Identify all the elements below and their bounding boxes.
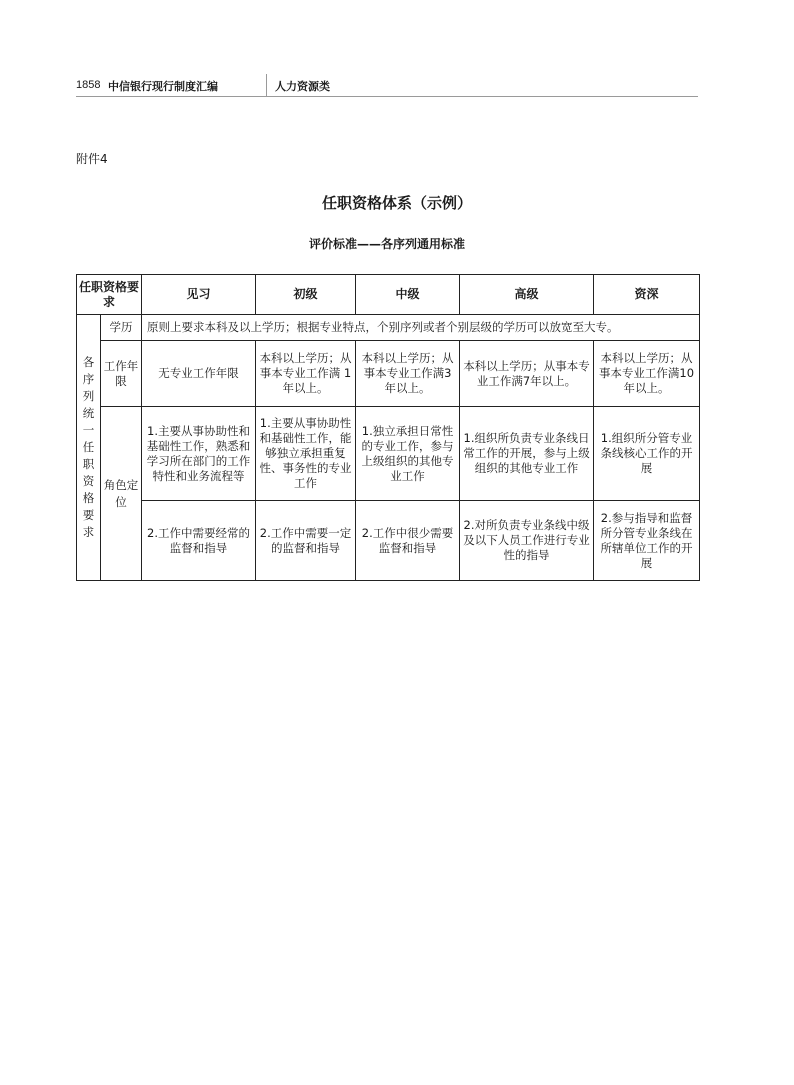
header-divider [266, 74, 267, 96]
education-text: 原则上要求本科及以上学历；根据专业特点，个别序列或者个别层级的学历可以放宽至大专。 [142, 315, 700, 341]
role-row-2 [77, 501, 700, 581]
role1-trainee: 1.主要从事协助性和基础性工作，熟悉和学习所在部门的工作特性和业务流程等 [142, 407, 256, 501]
role1-senior: 1.组织所负责专业条线日常工作的开展，参与上级组织的其他专业工作 [460, 407, 594, 501]
document-title: 任职资格体系（示例） [321, 194, 472, 212]
experience-intermediate: 本科以上学历；从事本专业工作满3年以上。 [356, 341, 460, 407]
experience-trainee: 无专业工作年限 [142, 341, 256, 407]
role2-junior: 2.工作中需要一定的监督和指导 [256, 501, 356, 581]
qualification-table [76, 274, 700, 581]
role1-intermediate: 1.独立承担日常性的专业工作，参与上级组织的其他专业工作 [356, 407, 460, 501]
role2-expert: 2.参与指导和监督所分管专业条线在所辖单位工作的开展 [594, 501, 700, 581]
experience-senior: 本科以上学历；从事本专业工作满7年以上。 [460, 341, 594, 407]
corner-header: 任职资格要求 [77, 275, 142, 315]
book-title: 中信银行现行制度汇编 [108, 80, 218, 93]
role-row-1 [77, 407, 700, 501]
section-title: 人力资源类 [275, 80, 330, 93]
experience-junior: 本科以上学历；从事本专业工作满 1 年以上。 [256, 341, 356, 407]
role1-expert: 1.组织所分管专业条线核心工作的开展 [594, 407, 700, 501]
page-number: 1858 [76, 79, 101, 91]
role2-trainee: 2.工作中需要经常的监督和指导 [142, 501, 256, 581]
column-header-senior: 高级 [460, 275, 594, 315]
role1-junior: 1.主要从事协助性和基础性工作，能够独立承担重复性、事务性的专业工作 [256, 407, 356, 501]
document-subtitle: 评价标准——各序列通用标准 [308, 237, 465, 251]
role2-intermediate: 2.工作中很少需要监督和指导 [356, 501, 460, 581]
column-header-expert: 资深 [594, 275, 700, 315]
experience-label: 工作年限 [101, 341, 142, 407]
group-label: 各序列统一任职资格要求 [77, 315, 101, 581]
role2-senior: 2.对所负责专业条线中级及以下人员工作进行专业性的指导 [460, 501, 594, 581]
education-label: 学历 [101, 315, 142, 341]
role-label: 角色定位 [101, 407, 142, 581]
attachment-label: 附件4 [76, 152, 108, 166]
experience-expert: 本科以上学历；从事本专业工作满10年以上。 [594, 341, 700, 407]
experience-row [77, 341, 700, 407]
column-header-junior: 初级 [256, 275, 356, 315]
header-row [77, 275, 700, 315]
education-row [77, 315, 700, 341]
column-header-trainee: 见习 [142, 275, 256, 315]
page-header [76, 74, 698, 97]
column-header-intermediate: 中级 [356, 275, 460, 315]
